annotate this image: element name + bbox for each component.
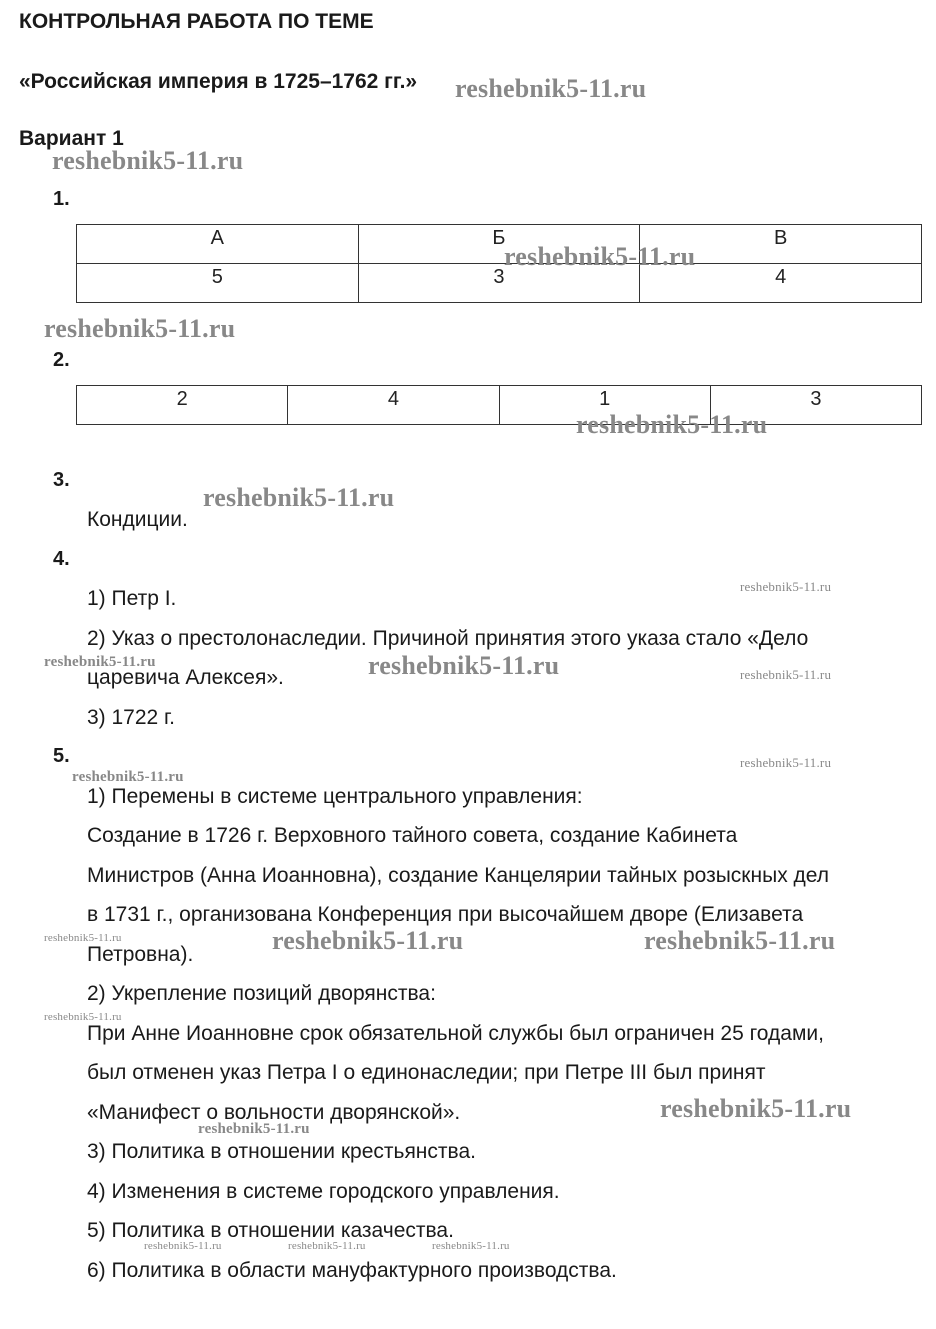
watermark: reshebnik5-11.ru xyxy=(44,932,122,944)
task-4-number: 4. xyxy=(53,548,70,570)
task-2-table xyxy=(76,385,922,425)
task-5-line: Петровна). xyxy=(87,943,194,966)
watermark: reshebnik5-11.ru xyxy=(740,579,832,594)
table-header-cell: В xyxy=(640,225,922,264)
task-2-number: 2. xyxy=(53,349,70,371)
watermark: reshebnik5-11.ru xyxy=(432,1240,510,1252)
table-header-cell: А xyxy=(77,225,359,264)
task-5-line: «Манифест о вольности дворянской». xyxy=(87,1101,461,1124)
watermark: reshebnik5-11.ru xyxy=(44,654,156,670)
table-header-cell: Б xyxy=(358,225,640,264)
watermark: reshebnik5-11.ru xyxy=(504,242,696,271)
task-3-answer: Кондиции. xyxy=(87,508,188,531)
task-5-line: Министров (Анна Иоанновна), создание Канцелярии тайных розыскных дел xyxy=(87,864,830,887)
table-row xyxy=(77,386,922,425)
task-5-line: Создание в 1726 г. Верховного тайного совета, создание Кабинета xyxy=(87,824,738,847)
table-cell: 3 xyxy=(358,264,640,303)
watermark: reshebnik5-11.ru xyxy=(576,410,768,439)
page-title: КОНТРОЛЬНАЯ РАБОТА ПО ТЕМЕ xyxy=(19,10,374,33)
watermark: reshebnik5-11.ru xyxy=(72,769,184,785)
watermark: reshebnik5-11.ru xyxy=(740,755,832,770)
task-5-line: 3) Политика в отношении крестьянства. xyxy=(87,1140,476,1163)
task-5-line: 6) Политика в области мануфактурного производства. xyxy=(87,1259,617,1282)
task-5-line: 4) Изменения в системе городского управления. xyxy=(87,1180,560,1203)
task-5-line: При Анне Иоанновне срок обязательной службы был ограничен 25 годами, xyxy=(87,1022,824,1045)
watermark: reshebnik5-11.ru xyxy=(288,1240,366,1252)
watermark: reshebnik5-11.ru xyxy=(644,926,836,955)
table-cell: 1 xyxy=(499,386,710,425)
task-1-table xyxy=(76,224,922,303)
task-5-line: 2) Укрепление позиций дворянства: xyxy=(87,982,436,1005)
watermark: reshebnik5-11.ru xyxy=(52,146,244,175)
watermark: reshebnik5-11.ru xyxy=(44,314,236,343)
table-cell: 4 xyxy=(288,386,499,425)
watermark: reshebnik5-11.ru xyxy=(144,1240,222,1252)
table-row xyxy=(77,264,922,303)
table-cell: 2 xyxy=(77,386,288,425)
task-4-line: царевича Алексея». xyxy=(87,666,284,689)
watermark: reshebnik5-11.ru xyxy=(368,651,560,680)
task-4-line: 1) Петр I. xyxy=(87,587,177,610)
table-cell: 4 xyxy=(640,264,922,303)
task-1-number: 1. xyxy=(53,188,70,210)
table-cell: 3 xyxy=(710,386,921,425)
watermark: reshebnik5-11.ru xyxy=(272,926,464,955)
page-subtitle: «Российская империя в 1725–1762 гг.» xyxy=(19,70,418,93)
task-5-line: был отменен указ Петра I о единонаследии; при Петре III был принят xyxy=(87,1061,766,1084)
table-cell: 5 xyxy=(77,264,359,303)
watermark: reshebnik5-11.ru xyxy=(198,1121,310,1137)
task-4-line: 3) 1722 г. xyxy=(87,706,175,729)
table-row xyxy=(77,225,922,264)
task-5-line: 5) Политика в отношении казачества. xyxy=(87,1219,454,1242)
watermark: reshebnik5-11.ru xyxy=(44,1011,122,1023)
task-4-line: 2) Указ о престолонаследии. Причиной принятия этого указа стало «Дело xyxy=(87,627,809,650)
watermark: reshebnik5-11.ru xyxy=(455,74,647,103)
variant-label: Вариант 1 xyxy=(19,127,124,150)
task-3-number: 3. xyxy=(53,469,70,491)
task-5-line: в 1731 г., организована Конференция при высочайшем дворе (Елизавета xyxy=(87,903,804,926)
watermark: reshebnik5-11.ru xyxy=(740,667,832,682)
task-5-line: 1) Перемены в системе центрального управления: xyxy=(87,785,583,808)
task-5-number: 5. xyxy=(53,745,70,767)
watermark: reshebnik5-11.ru xyxy=(660,1094,852,1123)
watermark: reshebnik5-11.ru xyxy=(203,483,395,512)
